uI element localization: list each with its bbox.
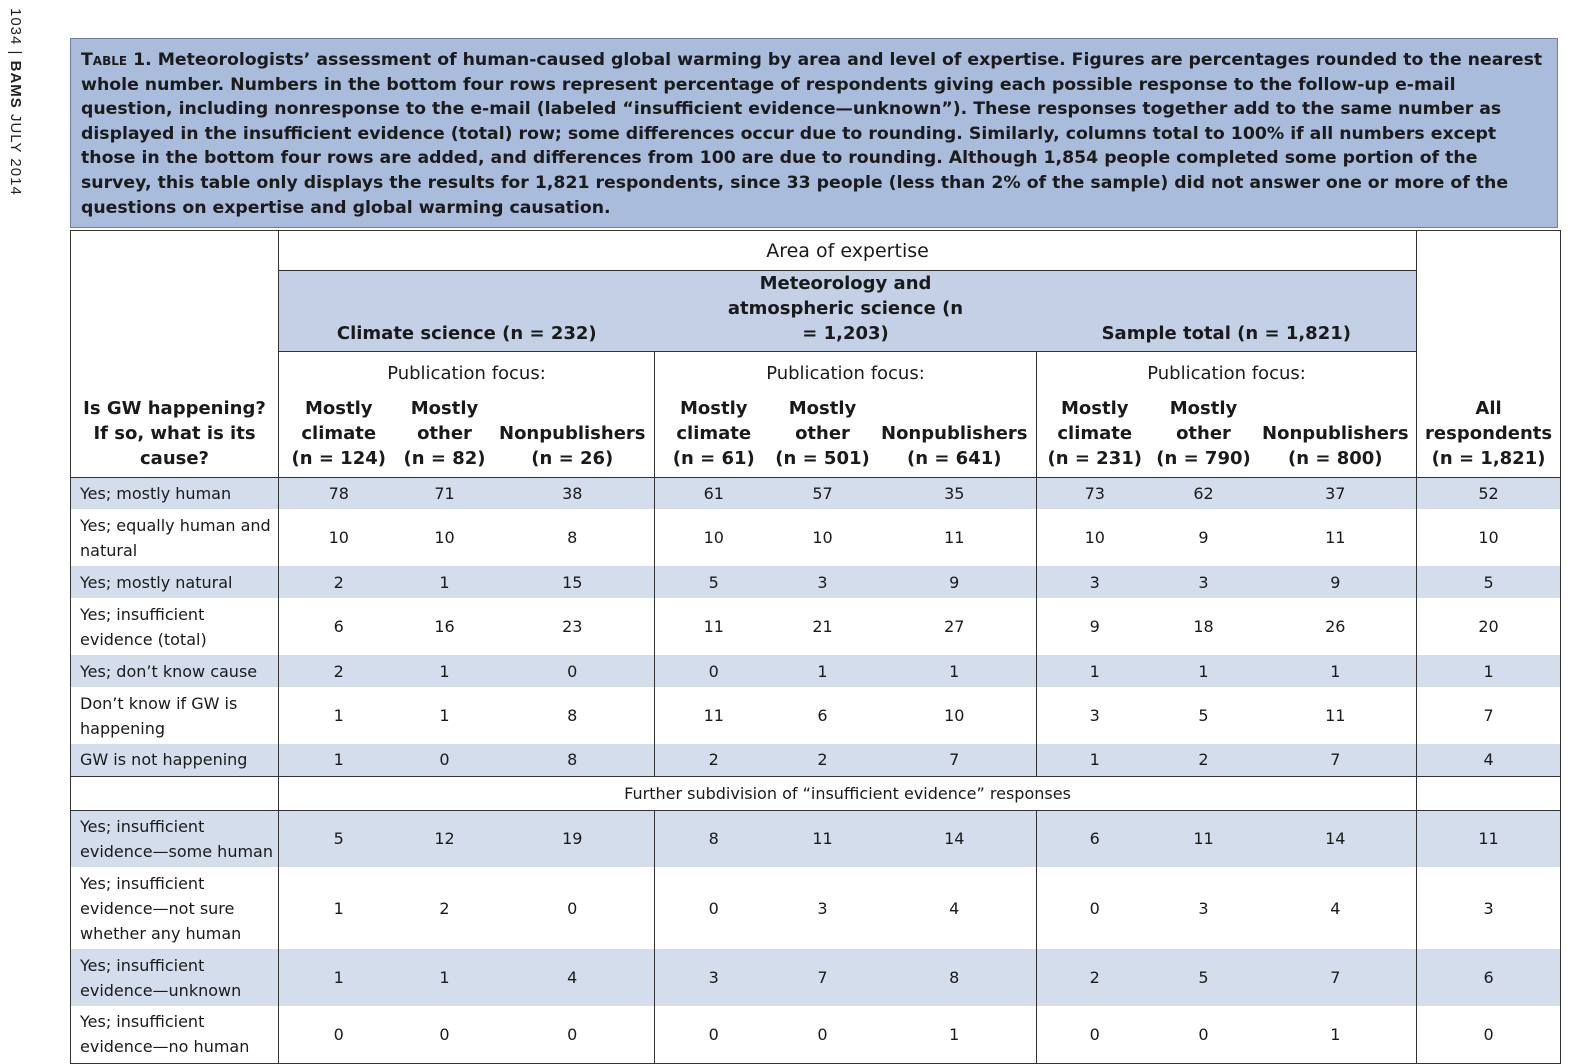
row-label: Yes; insufficient evidence—unknown [71, 949, 279, 1006]
table-cell: 8 [567, 750, 578, 770]
table-cell: 2 [655, 744, 773, 776]
group-sample-total: Sample total (n = 1,821) [1037, 271, 1417, 352]
row-label: Yes; mostly human [71, 477, 279, 509]
table-cell: 61 [655, 477, 773, 509]
column-header: Nonpublishers (n = 641) [881, 422, 1028, 469]
table-cell: 9 [1198, 528, 1209, 547]
table-cell: 11 [1325, 706, 1346, 725]
table-cell: 0 [655, 867, 773, 949]
table-cell: 0 [655, 1006, 773, 1063]
table-cell: 3 [1198, 572, 1209, 592]
table-cell: 11 [655, 598, 773, 655]
table-cell: 1 [1198, 661, 1209, 681]
table-row [71, 598, 1561, 655]
area-of-expertise-header: Area of expertise [279, 231, 1417, 271]
row-label: Yes; insufficient evidence—not sure whether any human [71, 867, 279, 949]
table-cell: 14 [873, 810, 1037, 867]
table-cell: 9 [1037, 598, 1153, 655]
table-cell: 5 [1417, 566, 1561, 598]
table-cell: 20 [1417, 598, 1561, 655]
column-header: Mostly other (n = 501) [775, 397, 870, 469]
table-cell: 2 [817, 750, 828, 770]
table-cell: 9 [949, 572, 960, 592]
issue-date: JULY 2014 [7, 113, 24, 196]
table-cell: 8 [567, 528, 578, 547]
column-header: Mostly climate (n = 231) [1037, 396, 1153, 478]
table-cell: 1 [817, 661, 828, 681]
table-cell: 11 [655, 687, 773, 744]
table-cell: 9 [1330, 572, 1341, 592]
table-cell: 7 [1417, 687, 1561, 744]
table-cell: 0 [1417, 1006, 1561, 1063]
table-cell: 78 [279, 477, 399, 509]
table-cell: 2 [1037, 949, 1153, 1006]
table-cell: 2 [333, 572, 344, 592]
table-cell: 3 [1037, 566, 1153, 598]
row-label: Yes; mostly natural [71, 566, 279, 598]
table-cell: 0 [567, 898, 578, 918]
table-cell: 0 [773, 1006, 873, 1063]
table-cell: 0 [1153, 1006, 1255, 1063]
table-cell: 11 [1325, 528, 1346, 547]
table-cell: 4 [1417, 744, 1561, 776]
table-cell: 8 [567, 706, 578, 725]
table-cell: 19 [491, 810, 655, 867]
table-cell: 18 [1193, 617, 1214, 636]
pubfocus-1: Publication focus: [279, 352, 655, 396]
journal-name: BAMS [7, 60, 24, 109]
table-cell: 10 [1037, 509, 1153, 566]
table-cell: 10 [434, 528, 455, 547]
table-cell: 11 [944, 528, 965, 547]
table-cell: 3 [1198, 898, 1209, 918]
subdivision-row [71, 776, 1561, 810]
table-cell: 12 [399, 810, 491, 867]
table-cell: 2 [439, 898, 450, 918]
table-caption [70, 38, 1558, 228]
row-label: GW is not happening [71, 744, 279, 776]
table-cell: 1 [333, 706, 344, 725]
table-cell: 1 [1417, 655, 1561, 687]
table-cell: 11 [1417, 810, 1561, 867]
group-meteorology-label: Meteorology and atmospheric science (n = 1,203) [727, 273, 964, 344]
table-cell: 5 [1198, 968, 1209, 987]
header-row-publication-focus [71, 352, 1561, 396]
question-header: Is GW happening? If so, what is its cause? [71, 231, 279, 478]
table-cell: 62 [1153, 477, 1255, 509]
table-cell: 3 [1417, 867, 1561, 949]
table-cell: 6 [333, 617, 344, 636]
table-cell: 0 [399, 1006, 491, 1063]
table-cell: 21 [812, 617, 833, 636]
table-cell: 8 [949, 968, 960, 987]
table-cell: 0 [655, 655, 773, 687]
table-cell: 2 [333, 661, 344, 681]
column-header: Mostly climate (n = 61) [655, 396, 773, 478]
table-cell: 11 [1153, 810, 1255, 867]
table-cell: 10 [655, 509, 773, 566]
table-cell: 57 [773, 477, 873, 509]
caption-label: Table 1. [81, 50, 152, 70]
table-cell: 10 [1417, 509, 1561, 566]
table-cell: 15 [562, 572, 583, 592]
table-cell: 1 [1330, 661, 1341, 681]
table-cell: 8 [655, 810, 773, 867]
table-cell: 1 [949, 661, 960, 681]
table-cell: 1 [873, 1006, 1037, 1063]
table-cell: 27 [944, 617, 965, 636]
table-cell: 0 [491, 1006, 655, 1063]
table-cell: 1 [333, 968, 344, 987]
table-row [71, 867, 1561, 949]
table-cell: 1 [439, 572, 450, 592]
table-cell: 2 [1198, 750, 1209, 770]
group-climate-science: Climate science (n = 232) [279, 271, 655, 352]
row-label: Don’t know if GW is happening [71, 687, 279, 744]
table-row [71, 477, 1561, 509]
table-cell: 4 [1330, 898, 1341, 918]
table-cell: 5 [279, 810, 399, 867]
table-row [71, 810, 1561, 867]
subdivision-label: Further subdivision of “insufficient evidence” responses [279, 776, 1417, 810]
table-cell: 14 [1255, 810, 1417, 867]
table-cell: 0 [1037, 1006, 1153, 1063]
table-cell: 7 [817, 968, 828, 987]
table-cell: 1 [1037, 655, 1153, 687]
column-header: Nonpublishers (n = 26) [499, 422, 646, 469]
table-cell: 5 [1198, 706, 1209, 725]
table-cell: 5 [655, 566, 773, 598]
table-cell: 7 [1330, 750, 1341, 770]
table-cell: 6 [817, 706, 828, 725]
results-table [70, 230, 1561, 1064]
pubfocus-2: Publication focus: [655, 352, 1037, 396]
table-row [71, 566, 1561, 598]
column-header: Mostly other (n = 790) [1156, 397, 1251, 469]
row-label: Yes; insufficient evidence—some human [71, 810, 279, 867]
table-row [71, 744, 1561, 776]
table-row [71, 509, 1561, 566]
table-cell: 1 [439, 968, 450, 987]
table-cell: 37 [1255, 477, 1417, 509]
table-cell: 10 [812, 528, 833, 547]
table-cell: 6 [1037, 810, 1153, 867]
table-cell: 26 [1325, 617, 1346, 636]
table-cell: 0 [279, 1006, 399, 1063]
table-cell: 10 [328, 528, 349, 547]
table-cell: 1 [1255, 1006, 1417, 1063]
table-cell: 4 [949, 898, 960, 918]
table-cell: 3 [655, 949, 773, 1006]
table-cell: 10 [944, 706, 965, 725]
table-cell: 1 [1037, 744, 1153, 776]
header-row-columns [71, 396, 1561, 478]
table-cell: 4 [567, 968, 578, 987]
table-cell: 7 [1330, 968, 1341, 987]
table-cell: 0 [439, 750, 450, 770]
running-header: 1034 | BAMS JULY 2014 [7, 8, 24, 196]
table-cell: 6 [1417, 949, 1561, 1006]
table-row [71, 949, 1561, 1006]
pubfocus-3: Publication focus: [1037, 352, 1417, 396]
table-cell: 23 [562, 617, 583, 636]
table-cell: 0 [567, 661, 578, 681]
row-label: Yes; insufficient evidence (total) [71, 598, 279, 655]
table-cell: 71 [399, 477, 491, 509]
header-row-area [71, 231, 1561, 271]
row-label: Yes; equally human and natural [71, 509, 279, 566]
table-cell: 3 [817, 898, 828, 918]
table-cell: 0 [1037, 867, 1153, 949]
table-cell: 1 [333, 750, 344, 770]
table-cell: 3 [817, 572, 828, 592]
table-row [71, 1006, 1561, 1063]
column-header: Mostly other (n = 82) [403, 397, 486, 469]
table-cell: 35 [873, 477, 1037, 509]
header-row-groups [71, 271, 1561, 352]
caption-text: Meteorologists’ assessment of human-caused global warming by area and level of expertise. Figures are percentages rounded to the nearest whole number. Numbers in the bottom four rows represent percentage of respondents giving each possible response to the follow-up e-mail question, including nonresponse to the e-mail (labeled “insufficient evidence—unknown”). These responses together add to the same number as displayed in the insufficient evidence (total) row; some differences occur due to rounding. Similarly, columns total to 100% if all numbers except those in the bottom four rows are added, and differences from 100 are due to rounding. Although 1,854 people completed some portion of the survey, this table only displays the results for 1,821 respondents, since 33 people (less than 2% of the sample) did not answer one or more of the questions on expertise and global warming causation. [81, 50, 1543, 218]
table-row [71, 655, 1561, 687]
row-label: Yes; insufficient evidence—no human [71, 1006, 279, 1063]
table-cell: 1 [439, 706, 450, 725]
table-cell: 38 [491, 477, 655, 509]
table-cell: 16 [434, 617, 455, 636]
table-cell: 1 [439, 661, 450, 681]
table-cell: 52 [1417, 477, 1561, 509]
table-cell: 7 [949, 750, 960, 770]
table-cell: 11 [773, 810, 873, 867]
table-cell: 73 [1037, 477, 1153, 509]
column-header: Mostly climate (n = 124) [291, 397, 386, 469]
column-header: Nonpublishers (n = 800) [1262, 422, 1409, 469]
row-label: Yes; don’t know cause [71, 655, 279, 687]
table-cell: 1 [333, 898, 344, 918]
table-cell: 3 [1037, 687, 1153, 744]
page-number: 1034 [7, 8, 24, 46]
group-meteorology [655, 271, 1037, 352]
all-respondents-header: All respondents (n = 1,821) [1417, 231, 1561, 478]
table-row [71, 687, 1561, 744]
